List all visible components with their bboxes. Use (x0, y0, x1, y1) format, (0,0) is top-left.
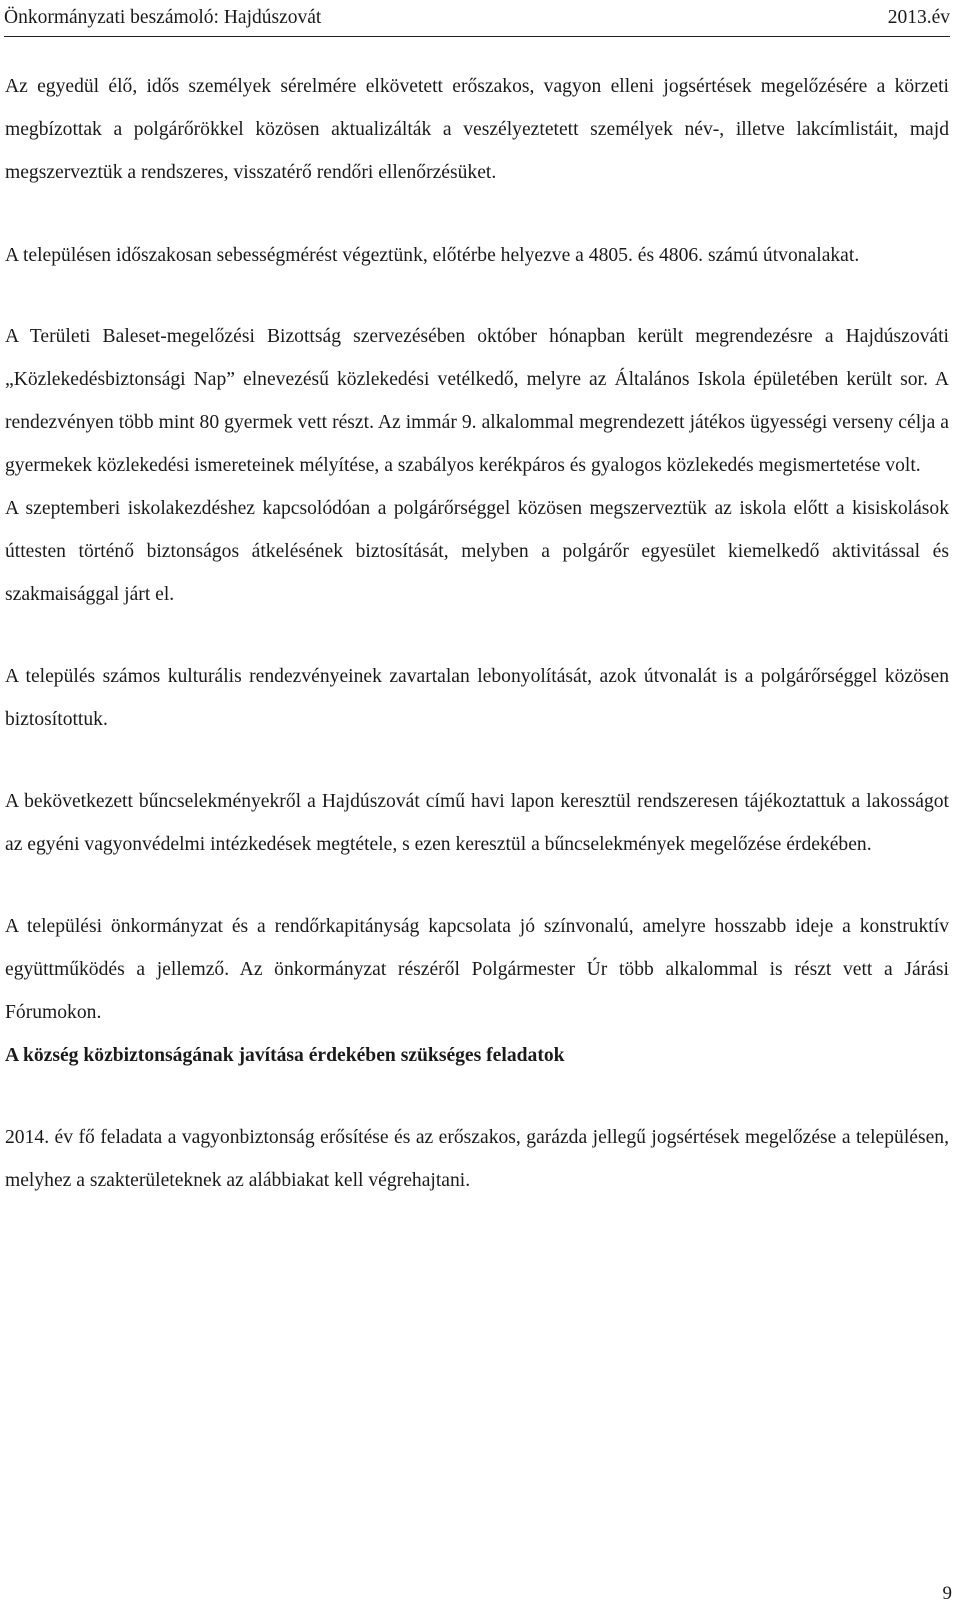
paragraph-traffic-safety-day: A Területi Baleset-megelőzési Bizottság szervezésében október hónapban került megrendezésre a Hajdúszováti „Közlekedésbiztonsági Nap” elnevezésű közlekedési vetélkedő, melyre az Általános Iskola épületében került sor. A rendezvényen több mint 80 gyermek vett részt. Az immár 9. alkalommal megrendezett játékos ügyességi verseny célja a gyermekek közlekedési ismereteinek mélyítése, a szabályos kerékpáros és gyalogos közlekedés megismertetése volt. (5, 326, 949, 476)
section-heading: A község közbiztonságának javítása érdekében szükséges feladatok (5, 1045, 565, 1066)
page-number: 9 (942, 1583, 952, 1604)
paragraph-speed-measurement: A településen időszakosan sebességmérést végeztünk, előtérbe helyezve a 4805. és 4806. számú útvonalakat. (5, 245, 860, 266)
paragraph-elderly-protection: Az egyedül élő, idős személyek sérelmére elkövetett erőszakos, vagyon elleni jogsértések megelőzésére a körzeti megbízottak a polgárőrökkel közösen aktualizálták a veszélyeztetett személyek név-, illetve lakcímlistáit, majd megszerveztük a rendszeres, visszatérő rendőri ellenőrzésüket. (5, 76, 949, 183)
document-body (5, 65, 949, 1202)
page-header (4, 2, 950, 37)
header-year: 2013.év (887, 7, 950, 28)
paragraph-police-cooperation: A települési önkormányzat és a rendőrkapitányság kapcsolata jó színvonalú, amelyre hosszabb ideje a konstruktív együttműködés a jellemző. Az önkormányzat részéről Polgármester Úr több alkalommal is részt vett a Járási Fórumokon. (5, 916, 949, 1023)
paragraph-cultural-events: A település számos kulturális rendezvényeinek zavartalan lebonyolítását, azok útvonalát is a polgárőrséggel közösen biztosítottuk. (5, 666, 949, 730)
paragraph-crime-information: A bekövetkezett bűncselekményekről a Hajdúszovát című havi lapon keresztül rendszeresen tájékoztattuk a lakosságot az egyéni vagyonvédelmi intézkedések megtétele, s ezen keresztül a bűncselekmények megelőzése érdekében. (5, 791, 949, 855)
paragraph-school-start: A szeptemberi iskolakezdéshez kapcsolódóan a polgárőrséggel közösen megszerveztük az iskola előtt a kisiskolások úttesten történő biztonságos átkelésének biztosítását, melyben a polgárőr egyesület kiemelkedő aktivitással és szakmaisággal járt el. (5, 498, 949, 605)
header-title: Önkormányzati beszámoló: Hajdúszovát (4, 7, 322, 28)
paragraph-2014-tasks: 2014. év fő feladata a vagyonbiztonság erősítése és az erőszakos, garázda jellegű jogsértések megelőzése a településen, melyhez a szakterületeknek az alábbiakat kell végrehajtani. (5, 1127, 949, 1191)
